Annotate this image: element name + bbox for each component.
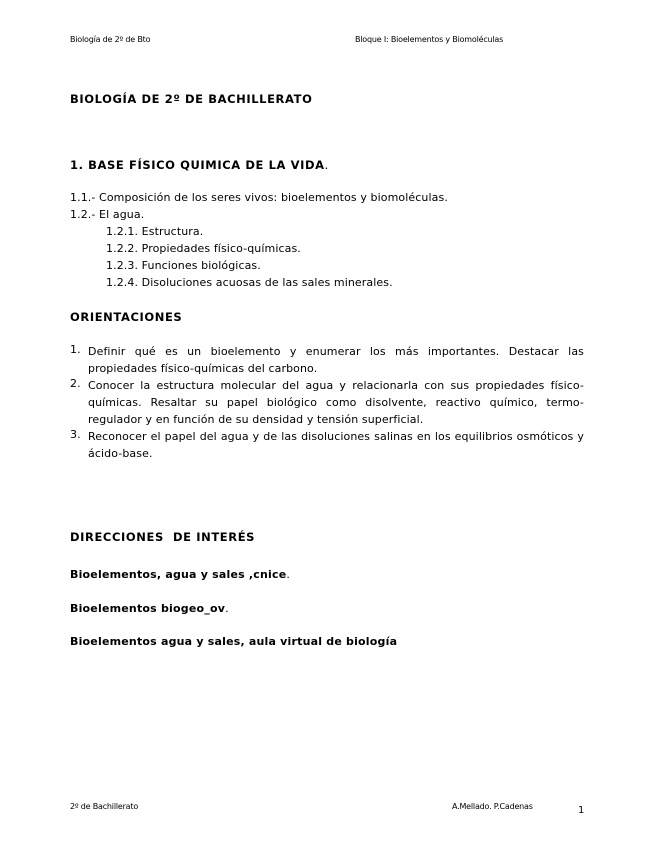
outline-subitem: 1.2.3. Funciones biológicas. <box>106 259 261 272</box>
section-title-period: . <box>324 158 329 172</box>
orientacion-number: 1. <box>70 343 81 356</box>
orientacion-text: Definir qué es un bioelemento y enumerar los más importantes. Destacar las propiedades físico-químicas del carbono. <box>88 345 584 375</box>
link-row <box>70 630 397 649</box>
document-title: BIOLOGÍA DE 2º DE BACHILLERATO <box>70 92 313 106</box>
orientacion-text: Reconocer el papel del agua y de las disoluciones salinas en los equilibrios osmóticos y ácido-base. <box>88 430 584 460</box>
orientacion-number: 2. <box>70 377 81 390</box>
link-bioelementos-biogeo[interactable]: Bioelementos biogeo_ov <box>70 602 226 615</box>
outline-subitem: 1.2.1. Estructura. <box>106 225 204 238</box>
outline-item: 1.2.- El agua. <box>70 208 145 221</box>
link-row: Bioelementos, agua y sales ,cnice. <box>70 568 290 581</box>
section-number: 1 <box>70 158 79 172</box>
page-number: 1 <box>578 805 585 816</box>
link-aula-virtual-biologia[interactable]: Bioelementos agua y sales, aula virtual de biología <box>70 635 398 648</box>
outline-subitem: 1.2.4. Disoluciones acuosas de las sales minerales. <box>106 276 393 289</box>
footer-right: A.Mellado. P.Cadenas <box>452 802 533 811</box>
footer-left: 2º de Bachillerato <box>70 802 139 811</box>
outline-item: 1.1.- Composición de los seres vivos: bioelementos y biomoléculas. <box>70 191 448 204</box>
running-header-right: Bloque I: Bioelementos y Biomoléculas <box>355 35 504 44</box>
orientacion-number: 3. <box>70 428 81 441</box>
section-title: . BASE FÍSICO QUIMICA DE LA VIDA <box>78 158 325 172</box>
running-header-left: Biología de 2º de Bto <box>70 35 151 44</box>
link-bioelementos-cnice[interactable]: Bioelementos, agua y sales ,cnice <box>70 568 287 581</box>
outline-subitem: 1.2.2. Propiedades físico-químicas. <box>106 242 301 255</box>
link-row: Bioelementos biogeo_ov. <box>70 602 229 615</box>
orientaciones-heading: ORIENTACIONES <box>70 310 183 324</box>
section-1-heading <box>70 158 329 172</box>
direcciones-heading: DIRECCIONES DE INTERÉS <box>70 530 256 544</box>
orientacion-text: Conocer la estructura molecular del agua y relacionarla con sus propiedades físico-químicas. Resaltar su papel biológico como disolvente, reactivo químico, termo-regulador y en función de su densidad y tensión superficial. <box>88 379 584 426</box>
